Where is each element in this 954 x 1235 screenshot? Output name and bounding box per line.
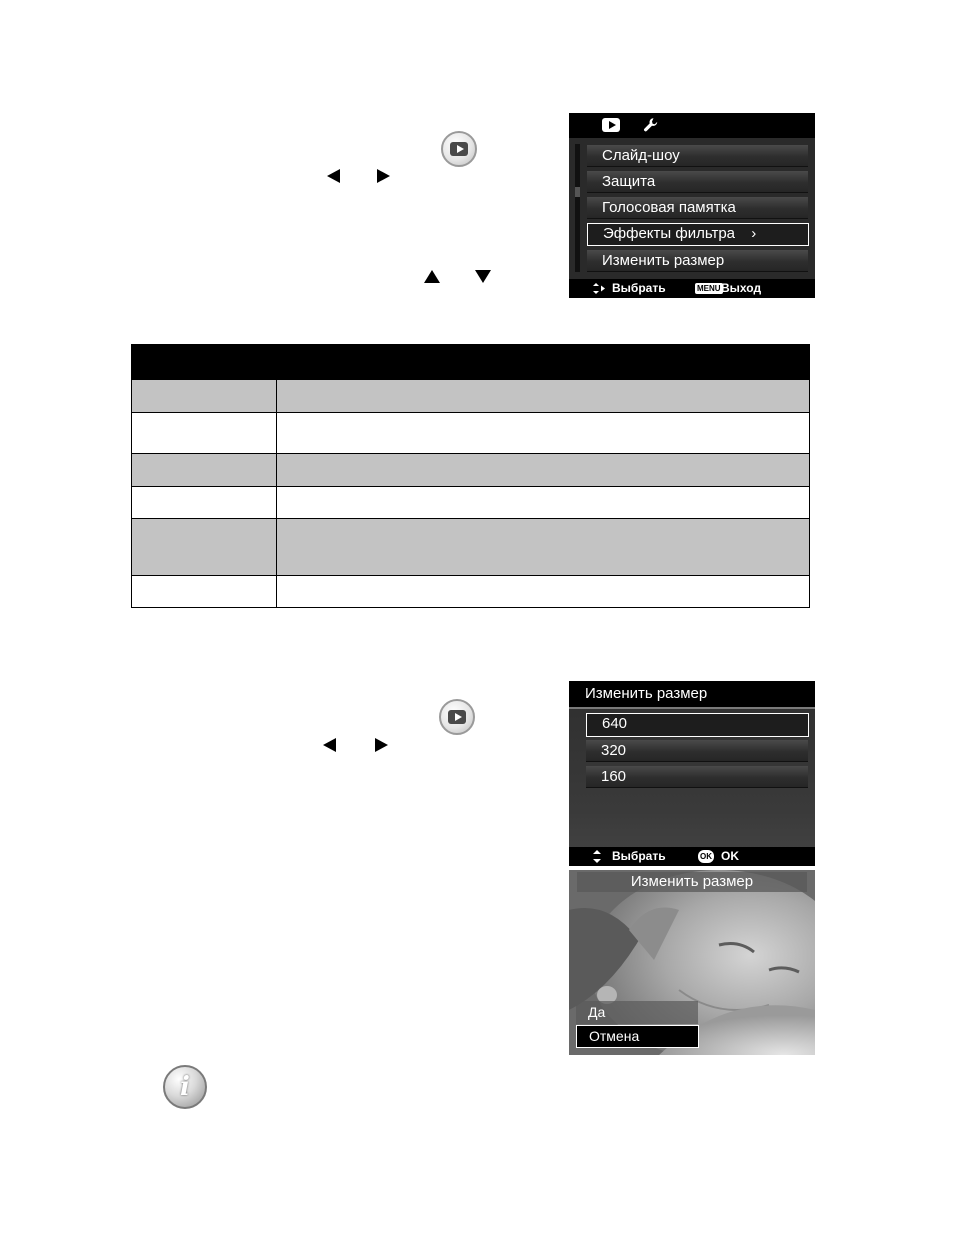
ok-key-icon: OK bbox=[700, 852, 712, 861]
table-row bbox=[132, 487, 810, 519]
table-row bbox=[132, 519, 810, 576]
menu-item-filter-effects[interactable] bbox=[587, 223, 809, 246]
menu-scroll-thumb[interactable] bbox=[575, 187, 580, 197]
table-row bbox=[132, 380, 810, 413]
screen-title: Изменить размер bbox=[577, 872, 807, 892]
submenu-arrow-icon: › bbox=[751, 225, 757, 242]
right-arrow-icon bbox=[375, 738, 388, 752]
up-down-arrows-icon bbox=[593, 850, 601, 863]
down-arrow-icon bbox=[475, 270, 491, 283]
resize-option-640[interactable]: 640 bbox=[586, 713, 809, 737]
info-note-icon: i bbox=[163, 1065, 207, 1109]
confirm-yes-option[interactable]: Да bbox=[576, 1001, 698, 1024]
playback-button-icon bbox=[441, 131, 477, 167]
menu-item-label: Эффекты фильтра bbox=[603, 225, 736, 242]
screen-title: Изменить размер bbox=[585, 685, 708, 702]
up-arrow-icon bbox=[424, 270, 440, 283]
table-cell bbox=[132, 454, 277, 487]
menu-key-icon: MENU bbox=[697, 284, 721, 293]
screen-title-bar bbox=[569, 681, 815, 709]
table-header-row bbox=[132, 345, 810, 380]
navigate-arrows-icon bbox=[593, 282, 605, 295]
screen-footer bbox=[569, 279, 815, 298]
left-arrow-icon bbox=[327, 169, 340, 183]
table-row bbox=[132, 576, 810, 608]
menu-item-voice-memo[interactable]: Голосовая памятка bbox=[587, 197, 808, 219]
playback-menu-screen bbox=[569, 113, 815, 298]
resize-option-320[interactable]: 320 bbox=[586, 740, 808, 762]
screen-footer bbox=[569, 847, 815, 866]
menu-item-protect[interactable]: Защита bbox=[587, 171, 808, 193]
table-cell bbox=[277, 519, 810, 576]
table-cell bbox=[132, 519, 277, 576]
resize-options-screen bbox=[569, 681, 815, 866]
menu-scrollbar[interactable] bbox=[575, 144, 580, 272]
table-cell bbox=[277, 454, 810, 487]
table-row bbox=[132, 454, 810, 487]
resize-option-160[interactable]: 160 bbox=[586, 766, 808, 788]
table-cell bbox=[277, 576, 810, 608]
footer-ok-label: OK bbox=[721, 849, 739, 863]
footer-select-label: Выбрать bbox=[612, 849, 666, 863]
footer-select-label: Выбрать bbox=[612, 281, 666, 295]
filter-effects-table bbox=[131, 344, 810, 608]
playback-tab-icon[interactable] bbox=[602, 118, 620, 132]
table-cell bbox=[132, 413, 277, 454]
confirm-cancel-option[interactable]: Отмена bbox=[576, 1025, 699, 1048]
table-cell bbox=[277, 487, 810, 519]
settings-wrench-icon[interactable] bbox=[643, 117, 659, 133]
left-arrow-icon bbox=[323, 738, 336, 752]
table-cell bbox=[132, 576, 277, 608]
resize-confirm-screen bbox=[569, 870, 815, 1055]
menu-item-slideshow[interactable]: Слайд-шоу bbox=[587, 145, 808, 167]
playback-button-icon bbox=[439, 699, 475, 735]
footer-exit-label: Выход bbox=[721, 281, 762, 295]
table-cell bbox=[132, 487, 277, 519]
menu-tab-bar bbox=[569, 113, 815, 138]
table-row bbox=[132, 413, 810, 454]
table-cell bbox=[277, 413, 810, 454]
menu-item-resize[interactable]: Изменить размер bbox=[587, 250, 808, 272]
table-cell bbox=[132, 380, 277, 413]
table-cell bbox=[277, 380, 810, 413]
table-header-cell bbox=[132, 345, 810, 380]
right-arrow-icon bbox=[377, 169, 390, 183]
